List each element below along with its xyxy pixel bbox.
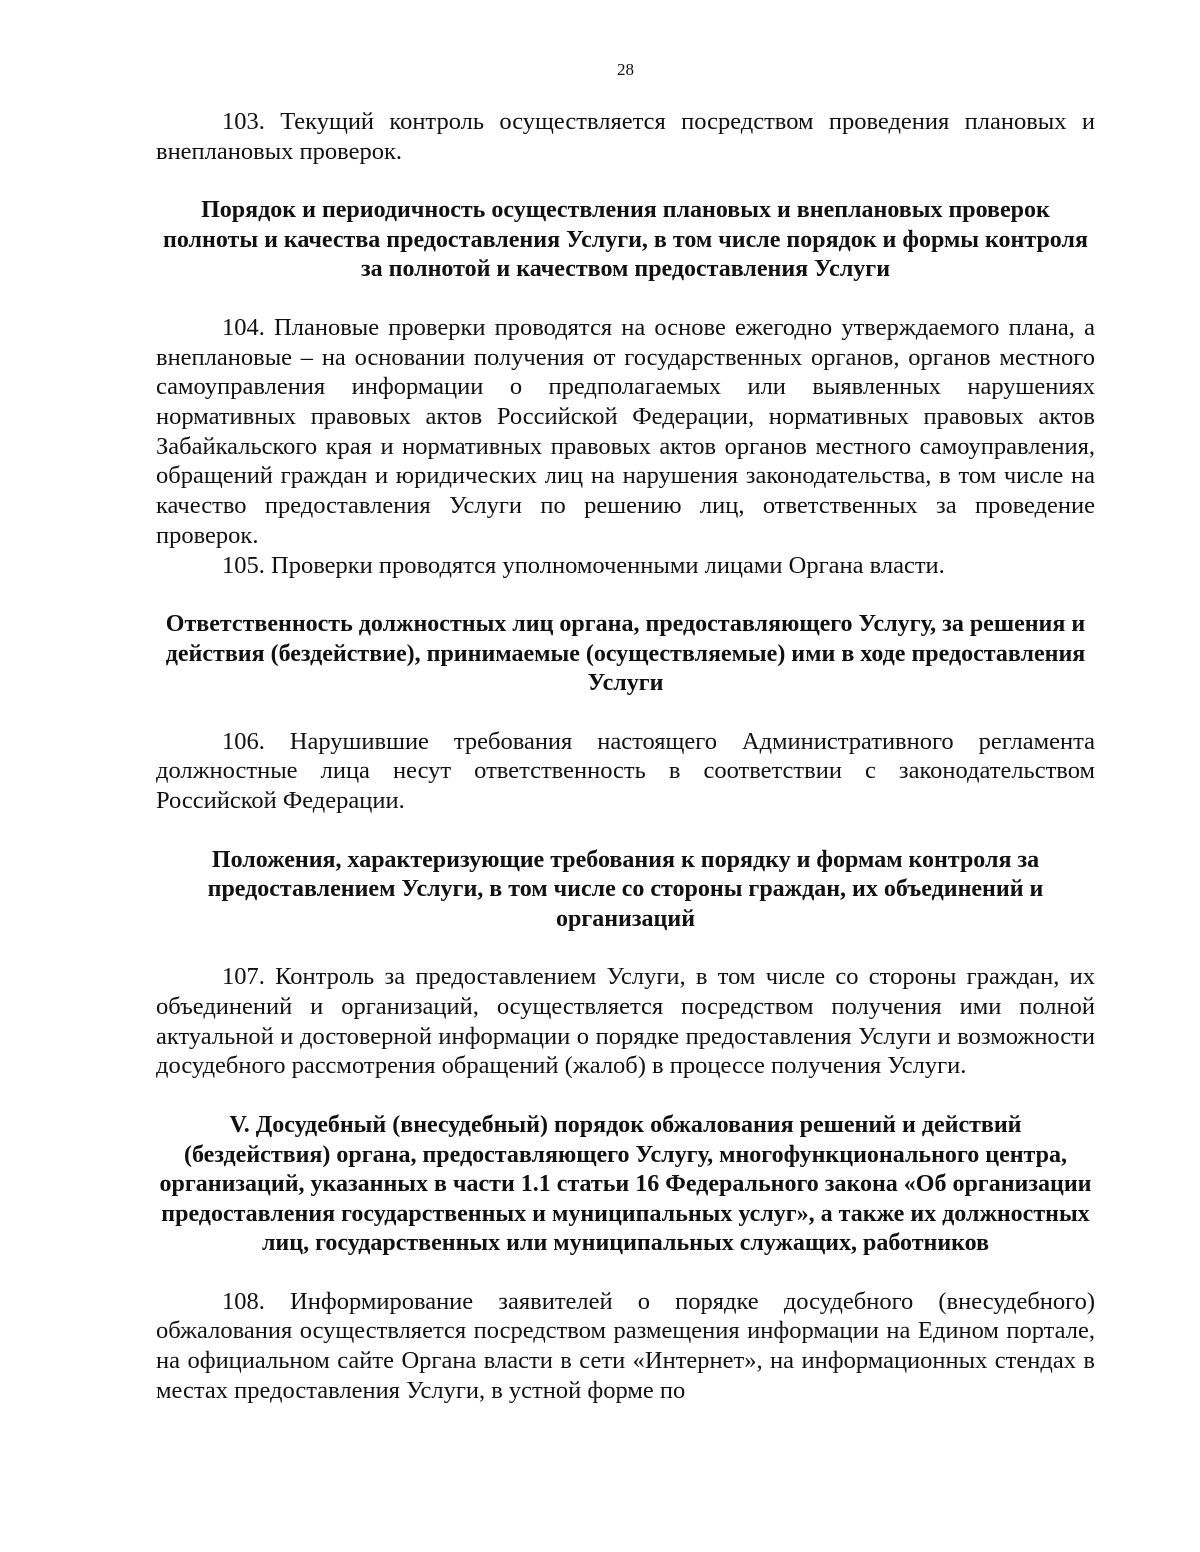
heading-section-v-appeal: V. Досудебный (внесудебный) порядок обжалования решений и действий (бездействия) органа, предоставляющего Услугу, многофункционального центра, организаций, указанных в части 1.1 статьи 16 Федерального закона «Об организации предоставления государственных и муниципальных услуг», а также их должностных лиц, государственных или муниципальных служащих, работников	[159, 1112, 1092, 1257]
heading-inspections-procedure: Порядок и периодичность осуществления плановых и внеплановых проверок полноты и качества предоставления Услуги, в том числе порядок и формы контроля за полнотой и качеством предоставления Услуги	[163, 197, 1088, 283]
paragraph-107: 107. Контроль за предоставлением Услуги, в том числе со стороны граждан, их объединений и организаций, осуществляется посредством получения ими полной актуальной и достоверной информации о порядке предоставления Услуги и возможности досудебного рассмотрения обращений (жалоб) в процессе получения Услуги.	[156, 963, 1095, 1080]
heading-officials-responsibility: Ответственность должностных лиц органа, предоставляющего Услугу, за решения и действия (бездействие), принимаемые (осуществляемые) ими в ходе предоставления Услуги	[165, 611, 1086, 697]
paragraph-104: 104. Плановые проверки проводятся на основе ежегодно утверждаемого плана, а внеплановые – на основании получения от государственных органов, органов местного самоуправления информации о предполагаемых или выявленных нарушениях нормативных правовых актов Российской Федерации, нормативных правовых актов Забайкальского края и нормативных правовых актов органов местного самоуправления, обращений граждан и юридических лиц на нарушения законодательства, в том числе на качество предоставления Услуги по решению лиц, ответственных за проведение проверок.	[156, 313, 1095, 549]
paragraph-103: 103. Текущий контроль осуществляется посредством проведения плановых и внеплановых проверок.	[156, 108, 1095, 165]
heading-control-provisions: Положения, характеризующие требования к порядку и формам контроля за предоставлением Услуги, в том числе со стороны граждан, их объединений и организаций	[207, 846, 1044, 932]
paragraph-106: 106. Нарушившие требования настоящего Административного регламента должностные лица несут ответственность в соответствии с законодательством Российской Федерации.	[156, 727, 1095, 815]
page-number: 28	[617, 60, 634, 79]
document-page	[156, 0, 1095, 1552]
paragraph-105: 105. Проверки проводятся уполномоченными лицами Органа власти.	[222, 551, 945, 579]
paragraph-108: 108. Информирование заявителей о порядке досудебного (внесудебного) обжалования осуществляется посредством размещения информации на Едином портале, на официальном сайте Органа власти в сети «Интернет», на информационных стендах в местах предоставления Услуги, в устной форме по	[156, 1287, 1095, 1404]
document-body	[156, 107, 1095, 1405]
